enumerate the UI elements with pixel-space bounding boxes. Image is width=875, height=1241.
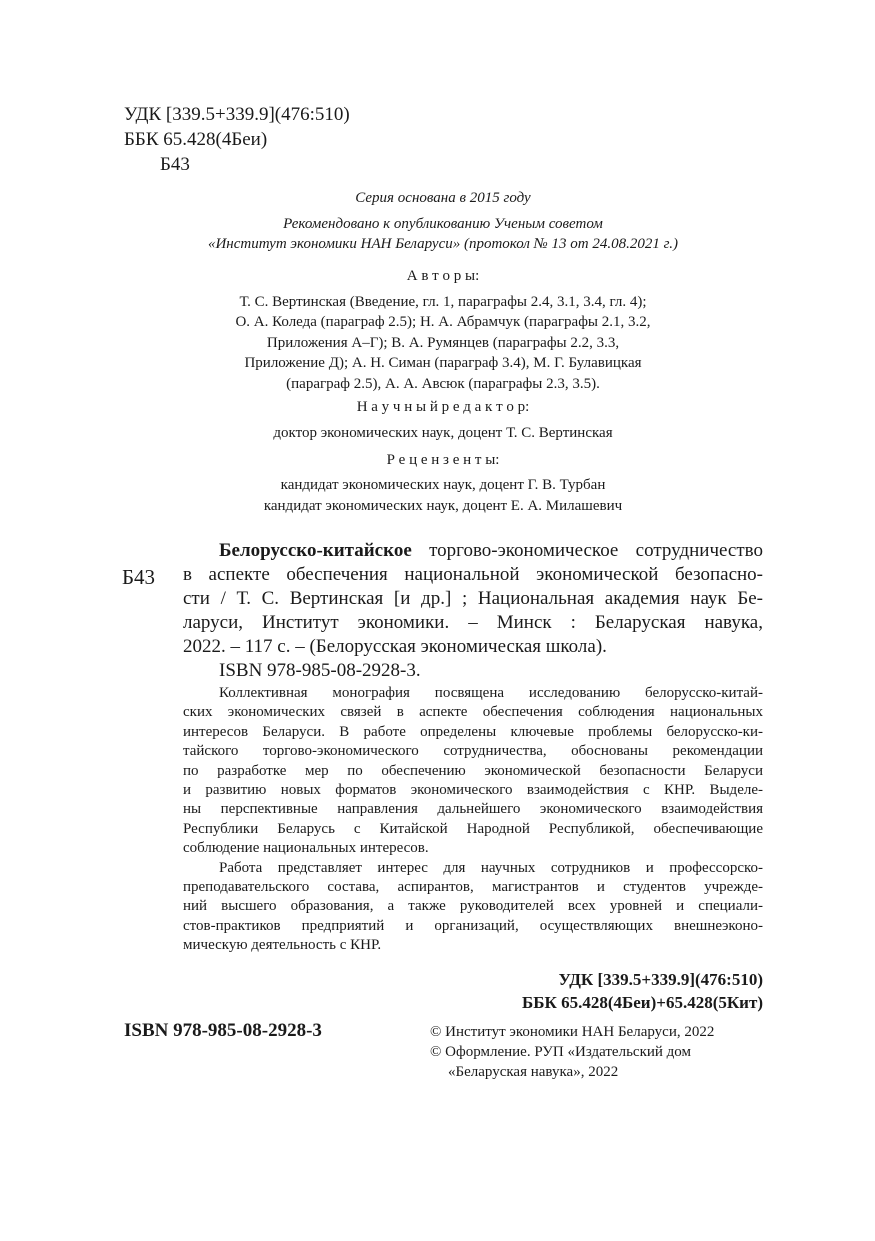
authors-heading: А в т о р ы: — [406, 268, 480, 284]
top-classification — [124, 102, 350, 177]
footer-udk: УДК [339.5+339.9](476:510) — [558, 970, 763, 989]
abstract-line: по разработке мер по обеспечению экономической безопасности Беларуси — [183, 762, 763, 779]
book-title: Белорусско-китайское — [219, 540, 412, 561]
editor: доктор экономических наук, доцент Т. С. Вертинская — [273, 425, 613, 441]
abstract-line: преподавательского состава, аспирантов, магистрантов и студентов учрежде- — [183, 879, 763, 896]
authors-line: Приложения А–Г); В. А. Румянцев (параграфы 2.2, 3.3, — [266, 334, 620, 351]
biblio-line: 2022. – 117 с. – (Белорусская экономическая школа). — [183, 636, 607, 657]
catalog-mark: Б43 — [122, 565, 156, 589]
abstract-line: Работа представляет интерес для научных сотрудников и профессорско- — [219, 859, 763, 876]
abstract-line: соблюдение национальных интересов. — [183, 840, 429, 857]
authors-line: Т. С. Вертинская (Введение, гл. 1, параграфы 2.4, 3.1, 3.4, гл. 4); — [239, 294, 647, 310]
biblio-line: в аспекте обеспечения национальной экономической безопасно- — [183, 564, 763, 585]
abstract — [183, 684, 763, 956]
reviewer: кандидат экономических наук, доцент Е. А. Милашевич — [263, 497, 623, 514]
recommendation — [183, 214, 703, 254]
bbk-code: ББК 65.428(4Беи) — [124, 129, 268, 150]
biblio-isbn: ISBN 978-985-08-2928-3. — [219, 660, 421, 681]
copyright-line: «Беларуская навука», 2022 — [448, 1064, 619, 1080]
abstract-line: мическую деятельность с КНР. — [183, 937, 382, 954]
reviewers-heading: Р е ц е н з е н т ы: — [386, 452, 500, 468]
authors-line: (параграф 2.5), А. А. Авсюк (параграфы 2.3, 3.5). — [286, 375, 600, 392]
udk-code: УДК [339.5+339.9](476:510) — [124, 104, 350, 125]
abstract-line: интересов Беларуси. В работе определены ключевые проблемы белорусско-ки- — [183, 723, 763, 740]
biblio-line: сти / Т. С. Вертинская [и др.] ; Национальная академия наук Бе- — [183, 588, 763, 609]
copyright — [430, 1022, 714, 1082]
abstract-line: Коллективная монография посвящена исследованию белорусско-китай- — [219, 685, 763, 701]
footer-classification — [522, 968, 763, 1014]
isbn: ISBN 978-985-08-2928-3 — [124, 1020, 322, 1041]
recommendation-line: «Институт экономики НАН Беларуси» (протокол № 13 от 24.08.2021 г.) — [207, 236, 679, 252]
series-note: Серия основана в 2015 году — [355, 190, 531, 206]
reviewer: кандидат экономических наук, доцент Г. В. Турбан — [280, 477, 606, 493]
recommendation-line: Рекомендовано к опубликованию Ученым советом — [283, 216, 603, 232]
authors-list — [183, 292, 703, 394]
biblio-line: ларуси, Институт экономики. – Минск : Беларуская навука, — [183, 612, 763, 633]
editor-heading: Н а у ч н ы й р е д а к т о р: — [356, 399, 530, 415]
book-title-rest: торгово-экономическое сотрудничество — [411, 540, 763, 561]
author-mark: Б43 — [160, 154, 190, 175]
biblio-line — [183, 539, 763, 563]
abstract-line: и развитию новых форматов экономического взаимодействия с КНР. Выделе- — [183, 782, 763, 799]
abstract-line: ских экономических связей в аспекте обеспечения соблюдения национальных — [183, 704, 763, 721]
abstract-line: Республики Беларусь с Китайской Народной Республикой, обеспечивающие — [183, 820, 763, 837]
abstract-line: ний высшего образования, а также руководителей всех уровней и специали- — [183, 898, 763, 915]
authors-line: О. А. Коледа (параграф 2.5); Н. А. Абрамчук (параграфы 2.1, 3.2, — [235, 314, 651, 331]
bibliographic-description — [183, 539, 763, 683]
reviewers-list — [183, 475, 703, 516]
footer-bbk: ББК 65.428(4Беи)+65.428(5Кит) — [522, 993, 763, 1012]
copyright-line: © Оформление. РУП «Издательский дом — [430, 1044, 692, 1060]
authors-line: Приложение Д); А. Н. Симан (параграф 3.4), М. Г. Булавицкая — [244, 355, 642, 372]
abstract-line: ны перспективные направления дальнейшего экономического взаимодействия — [183, 801, 763, 818]
abstract-line: стов-практиков предприятий и организаций, осуществляющих внешнеэконо- — [183, 917, 763, 934]
abstract-line: тайского торгово-экономического сотрудничества, обоснованы рекомендации — [183, 743, 763, 760]
copyright-line: © Институт экономики НАН Беларуси, 2022 — [430, 1024, 715, 1040]
